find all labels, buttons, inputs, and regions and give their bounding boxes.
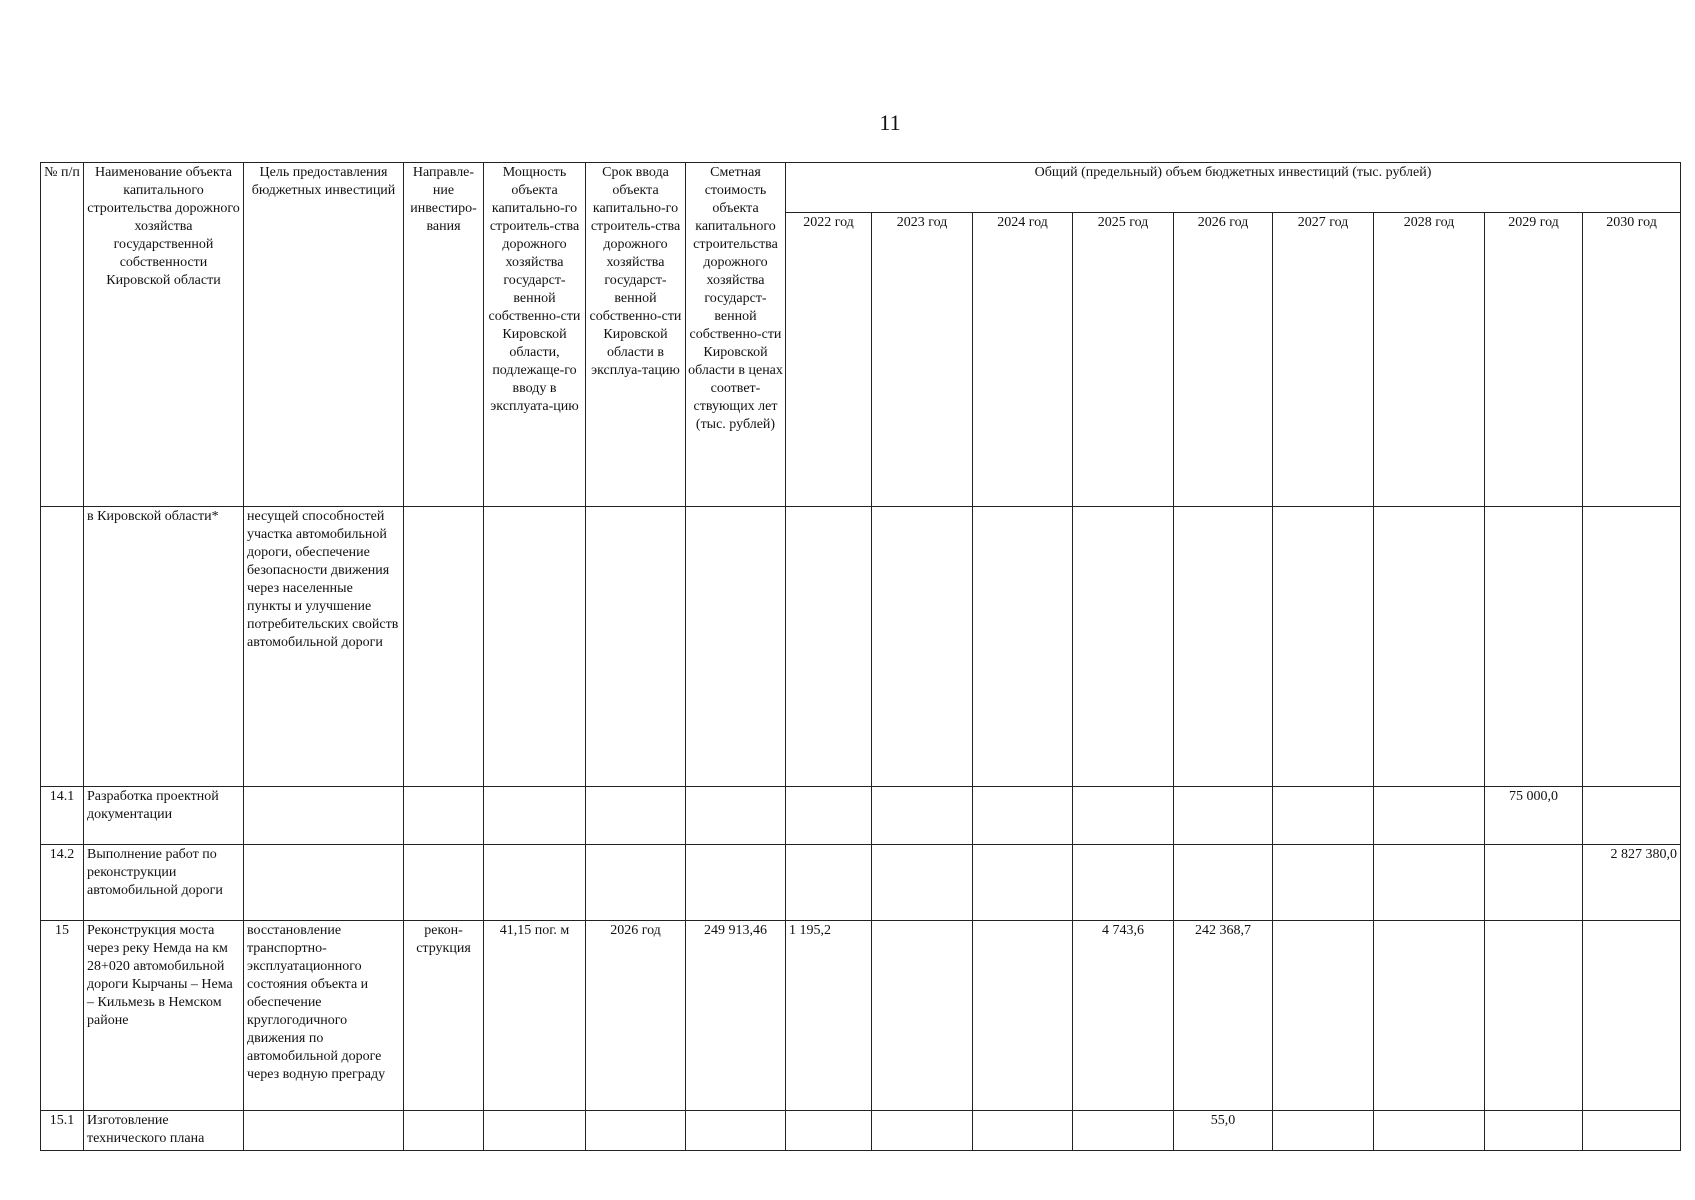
cell-year-value	[1374, 845, 1485, 921]
cell-investment-goal	[244, 787, 404, 845]
cell-capacity	[484, 845, 586, 921]
header-object-name: Наименование объекта капитального строительства дорожного хозяйства государственной собственности Кировской области	[84, 163, 244, 507]
cell-year-value	[1273, 921, 1374, 1111]
cell-cost	[686, 1111, 786, 1151]
table-row	[41, 507, 1681, 787]
header-capacity: Мощность объекта капитально-го строитель-ства дорожного хозяйства государст-венной собственно-сти Кировской области, подлежаще-го вводу в эксплуата-цию	[484, 163, 586, 507]
cell-year-value	[872, 921, 973, 1111]
cell-year-value	[786, 1111, 872, 1151]
cell-capacity	[484, 1111, 586, 1151]
cell-year-value	[1273, 845, 1374, 921]
cell-num: 15.1	[41, 1111, 84, 1151]
cell-num: 14.2	[41, 845, 84, 921]
cell-year-value	[1583, 787, 1681, 845]
header-year: 2026 год	[1174, 213, 1273, 507]
cell-object-name: Реконструкция моста через реку Немда на км 28+020 автомобильной дороги Кырчаны – Нема – Кильмезь в Немском районе	[84, 921, 244, 1111]
cell-direction	[404, 1111, 484, 1151]
cell-term	[586, 1111, 686, 1151]
cell-year-value	[1583, 507, 1681, 787]
cell-year-value	[872, 507, 973, 787]
cell-num: 14.1	[41, 787, 84, 845]
cell-year-value	[786, 507, 872, 787]
cell-year-value	[786, 845, 872, 921]
header-year: 2030 год	[1583, 213, 1681, 507]
cell-year-value	[973, 1111, 1073, 1151]
cell-year-value	[1374, 1111, 1485, 1151]
cell-year-value	[973, 787, 1073, 845]
cell-year-value: 242 368,7	[1174, 921, 1273, 1111]
cell-year-value: 1 195,2	[786, 921, 872, 1111]
cell-year-value: 55,0	[1174, 1111, 1273, 1151]
header-estimated-cost: Сметная стоимость объекта капитального строительства дорожного хозяйства государст-венной собственно-сти Кировской области в ценах соответ-ствующих лет (тыс. рублей)	[686, 163, 786, 507]
cell-term	[586, 845, 686, 921]
header-year: 2023 год	[872, 213, 973, 507]
cell-term	[586, 787, 686, 845]
header-investment-goal: Цель предоставления бюджетных инвестиций	[244, 163, 404, 507]
cell-year-value	[1073, 507, 1174, 787]
cell-year-value	[1174, 507, 1273, 787]
cell-investment-goal	[244, 1111, 404, 1151]
cell-object-name: Изготовление технического плана	[84, 1111, 244, 1151]
cell-capacity	[484, 787, 586, 845]
table-row	[41, 787, 1681, 845]
cell-capacity	[484, 507, 586, 787]
cell-year-value	[1073, 1111, 1174, 1151]
cell-year-value	[1073, 787, 1174, 845]
cell-year-value	[1583, 1111, 1681, 1151]
cell-year-value	[1583, 921, 1681, 1111]
cell-year-value	[1374, 507, 1485, 787]
cell-year-value: 4 743,6	[1073, 921, 1174, 1111]
cell-year-value: 2 827 380,0	[1583, 845, 1681, 921]
cell-cost	[686, 845, 786, 921]
cell-year-value	[973, 921, 1073, 1111]
cell-num	[41, 507, 84, 787]
header-year: 2027 год	[1273, 213, 1374, 507]
header-year: 2022 год	[786, 213, 872, 507]
table-row	[41, 921, 1681, 1111]
cell-direction	[404, 787, 484, 845]
header-total-investment: Общий (предельный) объем бюджетных инвестиций (тыс. рублей)	[786, 163, 1681, 213]
cell-year-value	[973, 845, 1073, 921]
cell-cost	[686, 787, 786, 845]
cell-term: 2026 год	[586, 921, 686, 1111]
table-row	[41, 845, 1681, 921]
cell-investment-goal	[244, 845, 404, 921]
cell-year-value	[1174, 845, 1273, 921]
cell-cost	[686, 507, 786, 787]
cell-year-value	[1273, 787, 1374, 845]
header-year: 2025 год	[1073, 213, 1174, 507]
cell-direction	[404, 845, 484, 921]
cell-cost: 249 913,46	[686, 921, 786, 1111]
cell-year-value	[1485, 845, 1583, 921]
cell-direction	[404, 507, 484, 787]
cell-year-value	[1273, 507, 1374, 787]
cell-year-value	[1374, 921, 1485, 1111]
cell-year-value: 75 000,0	[1485, 787, 1583, 845]
cell-object-name: Разработка проектной документации	[84, 787, 244, 845]
cell-year-value	[1073, 845, 1174, 921]
cell-year-value	[1374, 787, 1485, 845]
cell-term	[586, 507, 686, 787]
budget-investment-table	[40, 162, 1681, 1151]
header-num: № п/п	[41, 163, 84, 507]
cell-year-value	[1174, 787, 1273, 845]
cell-num: 15	[41, 921, 84, 1111]
table-row	[41, 1111, 1681, 1151]
cell-year-value	[786, 787, 872, 845]
header-investment-direction: Направле-ние инвестиро-вания	[404, 163, 484, 507]
cell-investment-goal: несущей способностей участка автомобильной дороги, обеспечение безопасности движения через населенные пункты и улучшение потребительских свойств автомобильной дороги	[244, 507, 404, 787]
cell-direction: рекон-струкция	[404, 921, 484, 1111]
cell-year-value	[973, 507, 1073, 787]
cell-year-value	[872, 845, 973, 921]
cell-year-value	[1485, 507, 1583, 787]
cell-object-name: Выполнение работ по реконструкции автомобильной дороги	[84, 845, 244, 921]
header-year: 2024 год	[973, 213, 1073, 507]
cell-year-value	[872, 787, 973, 845]
cell-capacity: 41,15 пог. м	[484, 921, 586, 1111]
page-number: 11	[879, 110, 901, 135]
cell-investment-goal: восстановление транспортно-эксплуатационного состояния объекта и обеспечение круглогодичного движения по автомобильной дороге через водную преграду	[244, 921, 404, 1111]
cell-year-value	[1273, 1111, 1374, 1151]
cell-year-value	[1485, 1111, 1583, 1151]
cell-object-name: в Кировской области*	[84, 507, 244, 787]
cell-year-value	[872, 1111, 973, 1151]
cell-year-value	[1485, 921, 1583, 1111]
header-year: 2029 год	[1485, 213, 1583, 507]
header-commissioning-term: Срок ввода объекта капитально-го строитель-ства дорожного хозяйства государст-венной собственно-сти Кировской области в эксплуа-тацию	[586, 163, 686, 507]
header-year: 2028 год	[1374, 213, 1485, 507]
